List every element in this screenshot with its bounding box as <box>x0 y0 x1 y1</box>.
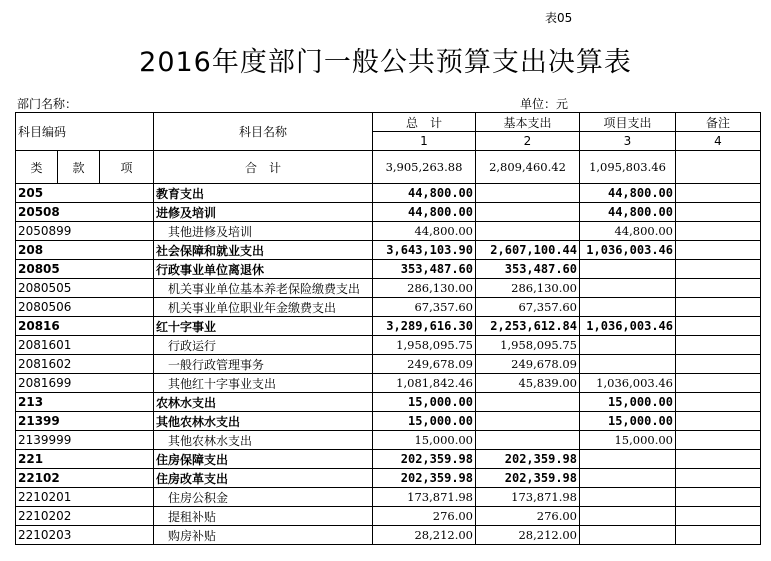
row-note <box>676 450 761 469</box>
table-row <box>16 241 761 260</box>
table-body <box>16 184 761 545</box>
row-project: 44,800.00 <box>580 203 676 222</box>
table-row <box>16 488 761 507</box>
row-note <box>676 279 761 298</box>
row-basic <box>476 203 580 222</box>
row-name: 其他进修及培训 <box>154 222 373 241</box>
row-code: 221 <box>16 450 154 469</box>
row-total: 15,000.00 <box>373 412 476 431</box>
row-name: 行政事业单位离退休 <box>154 260 373 279</box>
row-basic: 173,871.98 <box>476 488 580 507</box>
row-name: 行政运行 <box>154 336 373 355</box>
row-code: 22102 <box>16 469 154 488</box>
table-row <box>16 507 761 526</box>
row-note <box>676 412 761 431</box>
row-code: 208 <box>16 241 154 260</box>
row-total: 249,678.09 <box>373 355 476 374</box>
row-basic <box>476 222 580 241</box>
row-total: 44,800.00 <box>373 222 476 241</box>
unit-label: 单位：元 <box>520 97 569 111</box>
header-num-1: 1 <box>373 132 476 151</box>
header-project: 项目支出 <box>580 113 676 132</box>
row-total: 353,487.60 <box>373 260 476 279</box>
row-basic: 202,359.98 <box>476 469 580 488</box>
grand-total-basic: 2,809,460.42 <box>476 151 580 184</box>
row-project: 15,000.00 <box>580 431 676 450</box>
table-row <box>16 412 761 431</box>
row-note <box>676 336 761 355</box>
row-basic <box>476 184 580 203</box>
row-code: 21399 <box>16 412 154 431</box>
header-note: 备注 <box>676 113 761 132</box>
table-row <box>16 184 761 203</box>
expenditure-table <box>15 112 761 545</box>
row-basic: 286,130.00 <box>476 279 580 298</box>
row-total: 15,000.00 <box>373 393 476 412</box>
row-code: 2080505 <box>16 279 154 298</box>
row-note <box>676 469 761 488</box>
row-project <box>580 298 676 317</box>
row-code: 2081601 <box>16 336 154 355</box>
row-code: 2050899 <box>16 222 154 241</box>
row-basic: 28,212.00 <box>476 526 580 545</box>
grand-total-project: 1,095,803.46 <box>580 151 676 184</box>
row-basic: 2,607,100.44 <box>476 241 580 260</box>
department-label: 部门名称： <box>17 97 78 111</box>
row-project <box>580 336 676 355</box>
row-name: 其他农林水支出 <box>154 412 373 431</box>
row-basic: 276.00 <box>476 507 580 526</box>
row-project <box>580 450 676 469</box>
row-total: 28,212.00 <box>373 526 476 545</box>
row-basic <box>476 412 580 431</box>
table-row <box>16 393 761 412</box>
header-item: 项 <box>100 151 154 184</box>
grand-total-label: 合 计 <box>154 151 373 184</box>
row-total: 173,871.98 <box>373 488 476 507</box>
row-name: 其他农林水支出 <box>154 431 373 450</box>
header-total: 总 计 <box>373 113 476 132</box>
row-note <box>676 203 761 222</box>
header-category: 类 <box>16 151 58 184</box>
row-project: 1,036,003.46 <box>580 374 676 393</box>
header-basic: 基本支出 <box>476 113 580 132</box>
grand-total-note <box>676 151 761 184</box>
row-name: 农林水支出 <box>154 393 373 412</box>
table-row <box>16 469 761 488</box>
row-project <box>580 469 676 488</box>
row-basic <box>476 393 580 412</box>
row-total: 67,357.60 <box>373 298 476 317</box>
row-basic: 1,958,095.75 <box>476 336 580 355</box>
row-total: 3,289,616.30 <box>373 317 476 336</box>
row-note <box>676 241 761 260</box>
row-total: 202,359.98 <box>373 450 476 469</box>
row-name: 住房公积金 <box>154 488 373 507</box>
table-row <box>16 526 761 545</box>
table-row <box>16 279 761 298</box>
page-title: 2016年度部门一般公共预算支出决算表 <box>139 47 632 78</box>
row-code: 2081699 <box>16 374 154 393</box>
row-note <box>676 488 761 507</box>
table-row <box>16 336 761 355</box>
row-project: 44,800.00 <box>580 222 676 241</box>
table-row <box>16 355 761 374</box>
row-project: 1,036,003.46 <box>580 241 676 260</box>
row-basic: 67,357.60 <box>476 298 580 317</box>
table-row <box>16 374 761 393</box>
row-project <box>580 526 676 545</box>
row-basic: 249,678.09 <box>476 355 580 374</box>
row-project: 44,800.00 <box>580 184 676 203</box>
header-num-2: 2 <box>476 132 580 151</box>
row-basic: 45,839.00 <box>476 374 580 393</box>
grand-total-total: 3,905,263.88 <box>373 151 476 184</box>
row-code: 2081602 <box>16 355 154 374</box>
row-note <box>676 317 761 336</box>
row-project: 15,000.00 <box>580 393 676 412</box>
row-total: 286,130.00 <box>373 279 476 298</box>
row-total: 44,800.00 <box>373 184 476 203</box>
row-note <box>676 431 761 450</box>
row-code: 2080506 <box>16 298 154 317</box>
row-note <box>676 393 761 412</box>
row-code: 2210203 <box>16 526 154 545</box>
row-total: 3,643,103.90 <box>373 241 476 260</box>
row-name: 购房补贴 <box>154 526 373 545</box>
row-basic: 2,253,612.84 <box>476 317 580 336</box>
row-note <box>676 507 761 526</box>
row-name: 机关事业单位职业年金缴费支出 <box>154 298 373 317</box>
row-note <box>676 222 761 241</box>
row-note <box>676 526 761 545</box>
row-total: 202,359.98 <box>373 469 476 488</box>
row-project: 1,036,003.46 <box>580 317 676 336</box>
row-name: 一般行政管理事务 <box>154 355 373 374</box>
row-code: 213 <box>16 393 154 412</box>
header-num-3: 3 <box>580 132 676 151</box>
row-basic: 202,359.98 <box>476 450 580 469</box>
row-note <box>676 355 761 374</box>
header-section: 款 <box>58 151 100 184</box>
table-row <box>16 317 761 336</box>
table-row <box>16 203 761 222</box>
form-number: 表05 <box>545 11 573 25</box>
row-project <box>580 488 676 507</box>
row-name: 教育支出 <box>154 184 373 203</box>
row-name: 提租补贴 <box>154 507 373 526</box>
table-row <box>16 431 761 450</box>
row-name: 社会保障和就业支出 <box>154 241 373 260</box>
row-total: 1,958,095.75 <box>373 336 476 355</box>
row-project <box>580 260 676 279</box>
row-note <box>676 298 761 317</box>
row-name: 进修及培训 <box>154 203 373 222</box>
row-name: 其他红十字事业支出 <box>154 374 373 393</box>
table-header <box>16 113 761 184</box>
header-num-4: 4 <box>676 132 761 151</box>
row-name: 住房保障支出 <box>154 450 373 469</box>
row-code: 20805 <box>16 260 154 279</box>
row-code: 20816 <box>16 317 154 336</box>
row-note <box>676 260 761 279</box>
row-name: 机关事业单位基本养老保险缴费支出 <box>154 279 373 298</box>
row-basic: 353,487.60 <box>476 260 580 279</box>
header-code: 科目编码 <box>16 113 154 151</box>
row-project: 15,000.00 <box>580 412 676 431</box>
row-name: 住房改革支出 <box>154 469 373 488</box>
row-total: 1,081,842.46 <box>373 374 476 393</box>
row-name: 红十字事业 <box>154 317 373 336</box>
table-row <box>16 222 761 241</box>
table-row <box>16 260 761 279</box>
row-code: 2210202 <box>16 507 154 526</box>
row-basic <box>476 431 580 450</box>
header-name: 科目名称 <box>154 113 373 151</box>
row-project <box>580 355 676 374</box>
row-code: 2139999 <box>16 431 154 450</box>
row-note <box>676 374 761 393</box>
row-total: 44,800.00 <box>373 203 476 222</box>
table-row <box>16 450 761 469</box>
row-code: 2210201 <box>16 488 154 507</box>
row-total: 15,000.00 <box>373 431 476 450</box>
row-code: 20508 <box>16 203 154 222</box>
row-total: 276.00 <box>373 507 476 526</box>
row-note <box>676 184 761 203</box>
row-project <box>580 279 676 298</box>
row-project <box>580 507 676 526</box>
row-code: 205 <box>16 184 154 203</box>
table-row <box>16 298 761 317</box>
